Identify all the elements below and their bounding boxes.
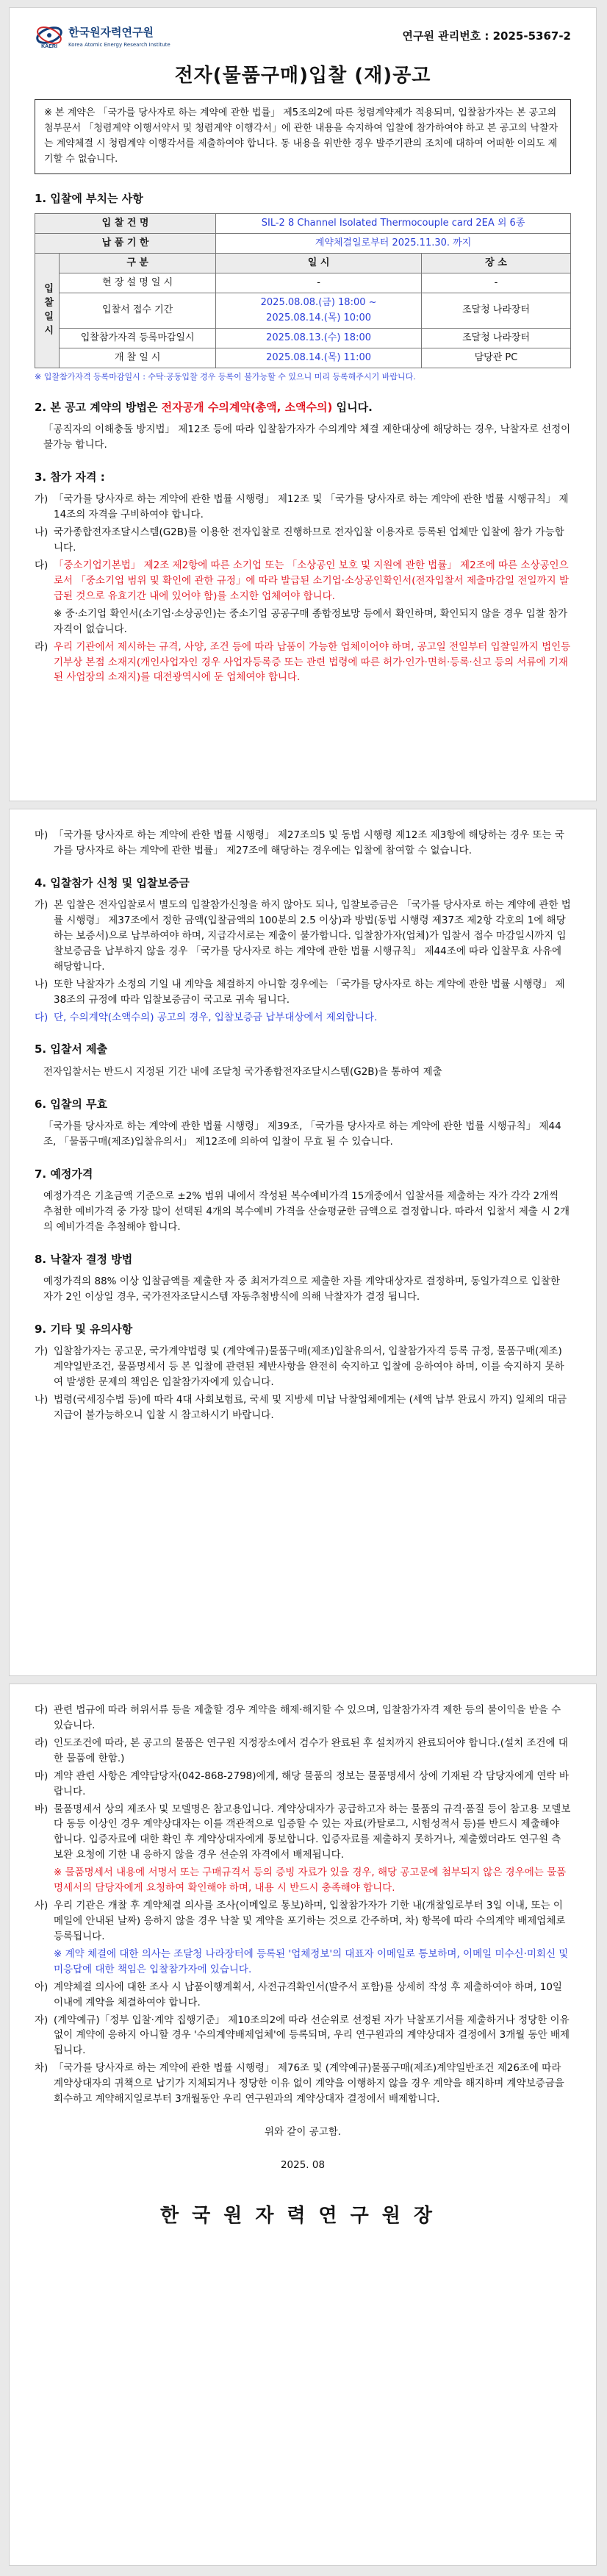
list-item: [35, 1865, 571, 1896]
page-header: [35, 24, 571, 49]
section-6-heading: 6. 입찰의 무효: [35, 1097, 108, 1111]
section-2-heading-prefix: 2. 본 공고 계약의 방법은: [35, 401, 162, 414]
section-8-heading: 8. 낙찰자 결정 방법: [35, 1252, 133, 1266]
item-label: 자): [35, 2014, 49, 2026]
list-item: [35, 525, 571, 556]
table-footnote: ※ 입찰참가자격 등록마감일시 : 수탁·공동입찰 경우 등록이 불가능할 수 있으니 미리 등록해주시기 바랍니다.: [35, 371, 416, 382]
list-item: [35, 558, 571, 604]
section-3-heading: 3. 참가 자격 :: [35, 471, 105, 484]
item-label: 라): [35, 1736, 49, 1749]
section-6-text: 「국가를 당사자로 하는 계약에 관한 법률 시행령」 제39조, 「국가를 당사자로 하는 계약에 관한 법률 시행규칙」 제44조, 「물품구매(제조)입찰유의서」 제12조에 의하여 입찰이 무효 될 수 있습니다.: [43, 1120, 561, 1148]
list-item: [35, 1344, 571, 1390]
item-label: 마): [35, 1770, 49, 1782]
kaeri-logo-icon: [35, 25, 64, 49]
list-item: [35, 1802, 571, 1864]
item-text: (계약예규)「정부 입찰·계약 집행기준」 제10조의2에 따라 선순위로 선정된 자가 낙찰포기서를 제출하거나 정당한 이유 없이 계약에 응하지 아니할 경우 '수의계약배제업체'에 등록되며, 우리 연구원과의 계약상대자 결정에서 3개월 동안 배제됩니다.: [54, 2014, 570, 2057]
col-header-datetime: 일 시: [216, 254, 422, 273]
item-text: 국가종합전자조달시스템(G2B)를 이용한 전자입찰로 진행하므로 전자입찰 이용자로 등록된 업체만 입찰에 참가 가능합니다.: [54, 526, 564, 554]
row-division: 입찰서 접수 기간: [60, 293, 216, 328]
section-1-heading: 1. 입찰에 부치는 사항: [35, 191, 143, 205]
row-datetime: 2025.08.14.(목) 11:00: [216, 348, 422, 368]
section-5-text: 전자입찰서는 반드시 지정된 기간 내에 조달청 국가종합전자조달시스템(G2B)을 통하여 제출: [43, 1065, 442, 1078]
list-item: [35, 1392, 571, 1423]
list-item: [35, 640, 571, 686]
row-datetime: 2025.08.08.(금) 18:00 ~ 2025.08.14.(목) 10:00: [216, 293, 422, 328]
section-2-heading-suffix: 입니다.: [332, 401, 373, 414]
item-text: ※ 물품명세서 내용에 서명서 또는 구매규격서 등의 증빙 자료가 있을 경우, 해당 공고문에 첨부되지 않은 경우에는 물품명세서의 담당자에게 요청하여 확인해야 하며, 내용 시 반드시 충족해야 합니다.: [54, 1867, 567, 1895]
item-label: 마): [35, 829, 49, 841]
col-header-division: 구 분: [60, 254, 216, 273]
list-item: [35, 898, 571, 975]
table-row: [35, 348, 571, 368]
bid-name-label: 입 찰 건 명: [35, 213, 216, 233]
section-8-text: 예정가격의 88% 이상 입찰금액를 제출한 자 중 최저가격으로 제출한 자를 계약대상자로 결정하며, 동일가격으로 입찰한 자가 2인 이상일 경우, 국가전자조달시스템 자동추첨방식에 의해 낙찰자가 결정 됩니다.: [43, 1276, 561, 1303]
list-item: [35, 2013, 571, 2059]
item-text: 「국가를 당사자로 하는 계약에 관한 법률 시행령」 제12조 및 「국가를 당사자로 하는 계약에 관한 법률 시행규칙」 제14조의 자격을 구비하여야 합니다.: [54, 493, 569, 521]
item-label: [35, 1947, 54, 1978]
list-item: [35, 1736, 571, 1767]
section-7-text: 예정가격은 기초금액 기준으로 ±2% 범위 내에서 작성된 복수예비가격 15개중에서 입찰서를 제출하는 자가 각각 2개씩 추첨한 예비가격 중 가장 많이 선택된 4개의 복수예비 가격을 산술평균한 금액으로 결정합니다. 따라서 입찰서 제출 시 2개의 예비가격을 추첨해야 합니다.: [43, 1189, 570, 1233]
list-item: [35, 1947, 571, 1978]
item-label: 가): [35, 899, 49, 912]
item-label: 가): [35, 493, 49, 506]
col-header-place: 장 소: [422, 254, 571, 273]
list-item: [35, 1898, 571, 1944]
org-name-english: Korea Atomic Energy Research Institute: [68, 42, 170, 49]
item-label: [35, 1865, 54, 1896]
delivery-value: 계약체결일로부터 2025.11.30. 까지: [216, 233, 571, 253]
item-text: 「국가를 당사자로 하는 계약에 관한 법률 시행령」 제27조의5 및 동법 시행령 제12조 제3항에 해당하는 경우 또는 국가를 당사자로 하는 계약에 관한 법률」 제27조에 해당하는 경우에는 입찰에 참여할 수 없습니다.: [54, 829, 564, 856]
row-datetime: -: [216, 273, 422, 293]
item-label: 다): [35, 559, 49, 572]
row-place: -: [422, 273, 571, 293]
item-label: 바): [35, 1803, 49, 1815]
closing-date: 2025. 08: [280, 2158, 326, 2171]
section-9-heading: 9. 기타 및 유의사항: [35, 1322, 133, 1336]
section-7-heading: 7. 예정가격: [35, 1167, 93, 1181]
item-label: 라): [35, 640, 49, 653]
document-page-3: [9, 1684, 597, 2566]
table-row: [35, 293, 571, 328]
list-item: [35, 2061, 571, 2107]
item-text: 우리 기관에서 제시하는 규격, 사양, 조건 등에 따라 납품이 가능한 업체이어야 하며, 공고일 전일부터 입찰일까지 법인등기부상 본점 소재지(개인사업자인 경우 사업자등록증 또는 관련 법령에 따른 허가·인가·면허·등록·신고 등의 서류에 기재된 사업장의 소재지)를 대전광역시에 둔 업체여야 합니다.: [54, 640, 571, 684]
list-item: [35, 492, 571, 523]
section-4-heading: 4. 입찰참가 신청 및 입찰보증금: [35, 876, 190, 890]
row-division: 현 장 설 명 일 시: [60, 273, 216, 293]
item-text: 계약체결 의사에 대한 조사 시 납품이행계획서, 사전규격확인서(발주서 포함)를 상세히 작성 후 제출하여야 하며, 10일 이내에 계약을 체결하여야 합니다.: [54, 1981, 562, 2008]
item-label: 다): [35, 1704, 49, 1716]
list-item: [35, 1010, 571, 1026]
bid-schedule-side-label: 입찰일시: [35, 254, 60, 368]
item-text: 「국가를 당사자로 하는 계약에 관한 법률 시행령」 제76조 및 (계약예규)물품구매(제조)계약일반조건 제26조에 따라 계약상대자의 귀책으로 납기가 지체되거나 정당한 이유 없이 계약을 이행하지 않을 경우 계약을 해지하며 계약보증금을 회수하고 계약해지일로부터 3개월동안 우리 연구원과의 계약상대자 결정에서 배제합니다.: [54, 2062, 564, 2105]
item-text: 또한 낙찰자가 소정의 기일 내 계약을 체결하지 아니할 경우에는 「국가를 당사자로 하는 계약에 관한 법률 시행령」 제38조의 규정에 따라 입찰보증금이 국고로 귀속 됩니다.: [54, 978, 565, 1006]
delivery-label: 납 품 기 한: [35, 233, 216, 253]
organization-logo: [35, 24, 170, 49]
item-text: 법령(국세징수법 등)에 따라 4대 사회보험료, 국세 및 지방세 미납 낙찰업체에게는 (세액 납부 완료시 까지) 일체의 대금지급이 불가능하오니 입찰 시 참고하시기 바랍니다.: [54, 1393, 567, 1421]
row-division: 입찰참가자격 등록마감일시: [60, 328, 216, 348]
item-label: 사): [35, 1900, 49, 1912]
item-label: 아): [35, 1981, 49, 1993]
item-text: 단, 수의계약(소액수의) 공고의 경우, 입찰보증금 납부대상에서 제외합니다.: [54, 1011, 378, 1023]
item-text: 계약 관련 사항은 계약담당자(042-868-2798)에게, 해당 물품의 정보는 물품명세서 상에 기재된 각 담당자에게 연락 바랍니다.: [54, 1770, 569, 1797]
bid-info-table: [35, 213, 571, 368]
document-page-2: [9, 809, 597, 1676]
item-label: 나): [35, 978, 49, 990]
item-label: [35, 607, 54, 637]
list-item: [35, 977, 571, 1008]
signature-org: 한국원자력연구원장: [159, 2204, 446, 2227]
list-item: [35, 1703, 571, 1734]
row-place: 조달청 나라장터: [422, 328, 571, 348]
item-text: 관련 법규에 따라 허위서류 등을 제출할 경우 계약을 해제·해지할 수 있으며, 입찰참가자격 제한 등의 불이익을 받을 수 있습니다.: [54, 1704, 561, 1731]
row-datetime: 2025.08.13.(수) 18:00: [216, 328, 422, 348]
page-title: 전자(물품구매)입찰 (재)공고: [174, 65, 431, 87]
item-label: 나): [35, 1393, 49, 1406]
section-5-heading: 5. 입찰서 제출: [35, 1042, 108, 1056]
item-text: 인도조건에 따라, 본 공고의 물품은 연구원 지정장소에서 검수가 완료된 후 설치까지 완료되어야 합니다.(설치 조건에 대한 물품에 한함.): [54, 1736, 568, 1764]
list-item: [35, 607, 571, 637]
item-label: 가): [35, 1345, 49, 1358]
document-number: 연구원 관리번호 : 2025-5367-2: [402, 29, 571, 43]
row-place: 조달청 나라장터: [422, 293, 571, 328]
list-item: [35, 1980, 571, 2011]
table-row: [35, 328, 571, 348]
org-name-korean: 한국원자력연구원: [68, 26, 154, 39]
list-item: [35, 1769, 571, 1800]
list-item: [35, 828, 571, 859]
item-text: 입찰참가자는 공고문, 국가계약법령 및 (계약예규)물품구매(제조)입찰유의서, 입찰참가자격 등록 규정, 물품구매(제조)계약일반조건, 물품명세서 등 본 입찰에 관련된 제반사항을 완전히 숙지하고 입찰에 응하여야 하며, 이를 숙지하지 못하여 발생한 문제의 책임은 입찰참가자에게 있습니다.: [54, 1345, 564, 1388]
contract-method: 전자공개 수의계약(총액, 소액수의): [161, 401, 333, 414]
item-text: 「중소기업기본법」 제2조 제2항에 따른 소기업 또는 「소상공인 보호 및 지원에 관한 법률」 제2조에 따른 소상공인으로서 「중소기업 범위 및 확인에 관한 규정」에 따라 발급된 소기업·소상공인확인서(전자입찰서 제출마감일 전일까지 발급된 것으로 유효기간 내에 있어야 함)를 소지한 업체여야 합니다.: [54, 559, 569, 602]
row-division: 개 찰 일 시: [60, 348, 216, 368]
item-text: 우리 기관은 개찰 후 계약체결 의사를 조사(이메일로 통보)하며, 입찰참가자가 기한 내(개찰일로부터 3일 이내, 또는 이메일에 안내된 날짜) 응하지 않을 경우 낙찰 및 계약을 포기하는 것으로 간주하며, 차) 항목에 따라 수의계약 배제업체로 등록됩니다.: [54, 1900, 566, 1942]
section-2-heading: [35, 399, 571, 416]
item-label: 차): [35, 2062, 49, 2075]
row-place: 담당관 PC: [422, 348, 571, 368]
document-page-1: [9, 7, 597, 801]
item-text: ※ 중·소기업 확인서(소기업·소상공인)는 중소기업 공공구매 종합정보망 등에서 확인하며, 확인되지 않을 경우 입찰 참가 자격이 없습니다.: [54, 607, 568, 635]
item-text: 본 입찰은 전자입찰로서 별도의 입찰참가신청을 하지 않아도 되나, 입찰보증금은 「국가를 당사자로 하는 계약에 관한 법률 시행령」 제37조에서 정한 금액(입찰금액의 100분의 2.5 이상)과 방법(동법 시행령 제37조 제2항 각호의 1에 해당하는 보증서)으로 납부하여야 하며, 지급각서로는 제출이 불가합니다. 입찰참가자(업체)가 입찰서 접수 마감일시까지 입찰보증금을 납부하지 않을 경우 「국가를 당사자로 하는 계약에 관한 법률 시행규칙」 제44조에 따라 입찰무효 사유에 해당합니다.: [54, 899, 571, 973]
item-label: 나): [35, 526, 49, 539]
item-text: ※ 계약 체결에 대한 의사는 조달청 나라장터에 등록된 '업체정보'의 대표자 이메일로 통보하며, 이메일 미수신·미회신 및 미응답에 대한 책임은 입찰참가자에 있습니다.: [54, 1947, 569, 1975]
section-2-text: 「공직자의 이해충돌 방지법」 제12조 등에 따라 입찰참가자가 수의계약 체결 제한대상에 해당하는 경우, 낙찰자로 선정이 불가능 합니다.: [43, 423, 571, 451]
bid-name-value: SIL-2 8 Channel Isolated Thermocouple card 2EA 외 6종: [216, 213, 571, 233]
closing-line: 위와 같이 공고함.: [264, 2126, 342, 2139]
svg-text:KAERI: KAERI: [41, 44, 57, 49]
integrity-notice: ※ 본 계약은 「국가를 당사자로 하는 계약에 관한 법률」 제5조의2에 따른 청렴계약제가 적용되며, 입찰참가자는 본 공고의 첨부문서 「청렴계약 이행서약서 및 청렴계약 이행각서」에 관한 내용을 숙지하여 입찰에 참가하여야 하고 본 공고의 낙찰자는 계약체결 시 청렴계약 이행각서를 제출하여야 합니다. 동 내용을 위반한 경우 발주기관의 조치에 대하여 어떠한 이의도 제기할 수 없습니다.: [35, 99, 571, 173]
item-label: 다): [35, 1011, 49, 1023]
item-text: 물품명세서 상의 제조사 및 모델명은 참고용입니다. 계약상대자가 공급하고자 하는 물품의 규격·품질 등이 참고용 모델보다 동등 이상인 경우 계약상대자는 이를 객관적으로 입증할 수 있는 자료(카탈로그, 시험성적서 등)를 반드시 제출해야 합니다. 입증자료에 대한 확인 후 계약상대자에게 통보합니다. 입증자료를 제출하지 못하거나, 제출했더라도 연구원 측 보완 요청에 기한 내 응하지 않을 경우 선순위 자격에서 배제됩니다.: [54, 1803, 571, 1861]
table-row: [35, 273, 571, 293]
